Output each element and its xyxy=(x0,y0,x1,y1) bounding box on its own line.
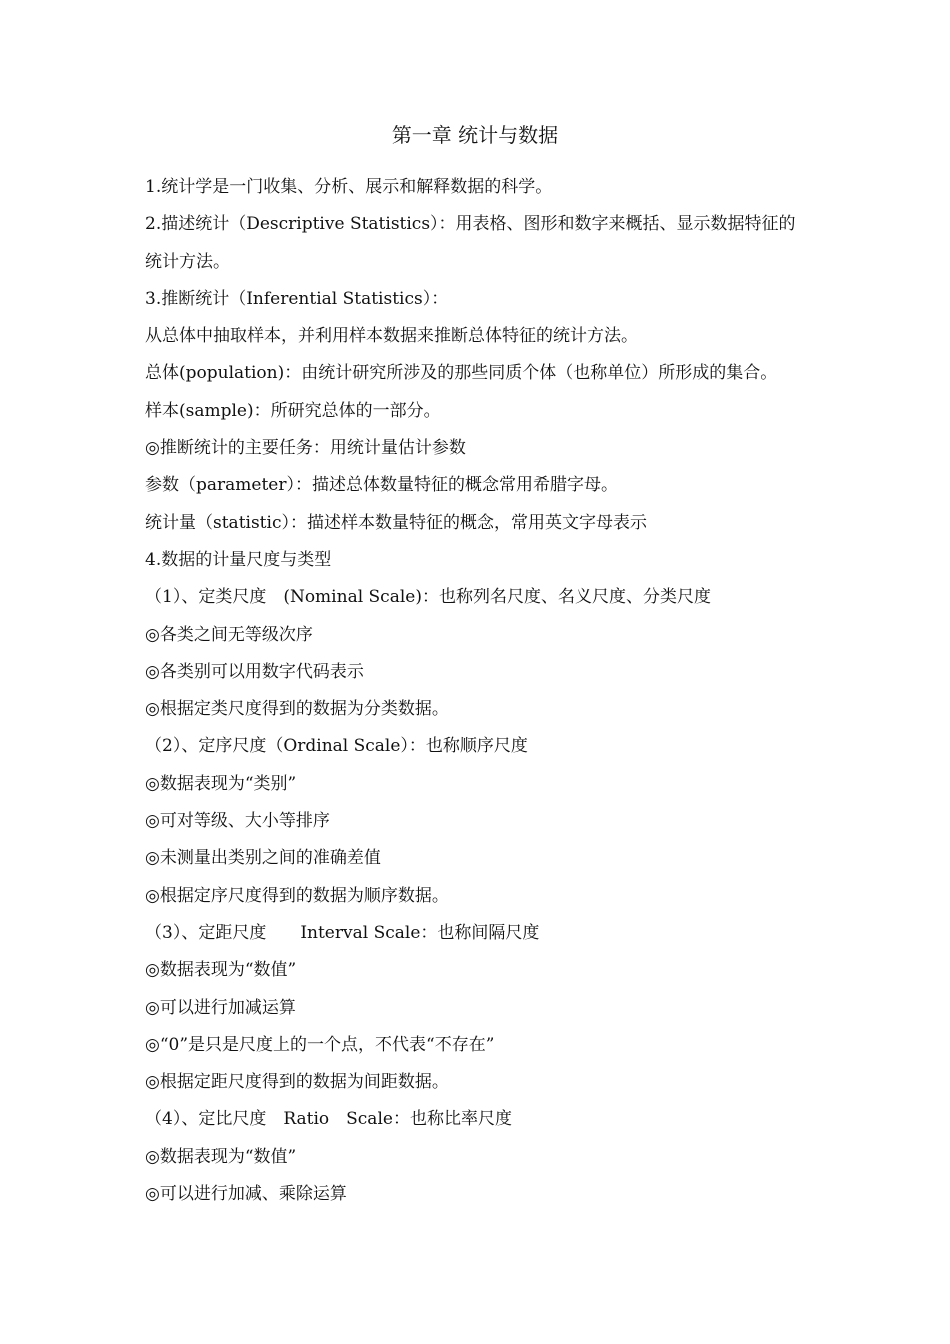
bullet-ordinal-1: ◎数据表现为“类别” xyxy=(145,773,297,794)
paragraph-sample: 样本(sample)：所研究总体的一部分。 xyxy=(145,400,441,421)
paragraph-inference-task: ◎推断统计的主要任务：用统计量估计参数 xyxy=(145,438,466,459)
paragraph-statistic: 统计量（statistic）：描述样本数量特征的概念，常用英文字母表示 xyxy=(145,512,647,533)
bullet-interval-1: ◎数据表现为“数值” xyxy=(145,960,297,981)
bullet-ordinal-2: ◎可对等级、大小等排序 xyxy=(145,811,330,832)
heading-nominal-scale: （1）、定类尺度 (Nominal Scale)：也称列名尺度、名义尺度、分类尺度 xyxy=(145,587,711,608)
chapter-title: 第一章 统计与数据 xyxy=(391,123,559,147)
bullet-ratio-2: ◎可以进行加减、乘除运算 xyxy=(145,1184,347,1205)
paragraph-population: 总体(population)：由统计研究所涉及的那些同质个体（也称单位）所形成的集合。 xyxy=(145,363,778,384)
section-measurement-scales: 4.数据的计量尺度与类型 xyxy=(145,549,332,570)
paragraph-statistics-definition: 1.统计学是一门收集、分析、展示和解释数据的科学。 xyxy=(145,177,553,197)
bullet-ratio-1: ◎数据表现为“数值” xyxy=(145,1146,297,1167)
bullet-nominal-1: ◎各类之间无等级次序 xyxy=(145,624,313,645)
heading-ordinal-scale: （2）、定序尺度（Ordinal Scale）：也称顺序尺度 xyxy=(145,736,528,757)
paragraph-inferential-statistics: 3.推断统计（Inferential Statistics）： xyxy=(145,288,449,309)
bullet-ordinal-3: ◎未测量出类别之间的准确差值 xyxy=(145,848,381,869)
paragraph-inferential-definition: 从总体中抽取样本，并利用样本数据来推断总体特征的统计方法。 xyxy=(145,326,638,347)
bullet-interval-4: ◎根据定距尺度得到的数据为间距数据。 xyxy=(145,1072,449,1093)
paragraph-parameter: 参数（parameter）：描述总体数量特征的概念常用希腊字母。 xyxy=(145,475,618,496)
bullet-ordinal-4: ◎根据定序尺度得到的数据为顺序数据。 xyxy=(145,885,449,906)
document-body xyxy=(145,169,810,1213)
paragraph-descriptive-statistics: 2.描述统计（Descriptive Statistics）：用表格、图形和数字来概括、显示数据特征的统计方法。 xyxy=(145,214,796,272)
heading-interval-scale: （3）、定距尺度 Interval Scale：也称间隔尺度 xyxy=(145,922,540,943)
heading-ratio-scale: （4）、定比尺度 Ratio Scale：也称比率尺度 xyxy=(145,1109,512,1130)
bullet-nominal-3: ◎根据定类尺度得到的数据为分类数据。 xyxy=(145,699,449,720)
bullet-interval-3: ◎“0”是只是尺度上的一个点，不代表“不存在” xyxy=(145,1034,495,1055)
bullet-nominal-2: ◎各类别可以用数字代码表示 xyxy=(145,661,364,682)
bullet-interval-2: ◎可以进行加减运算 xyxy=(145,997,296,1018)
